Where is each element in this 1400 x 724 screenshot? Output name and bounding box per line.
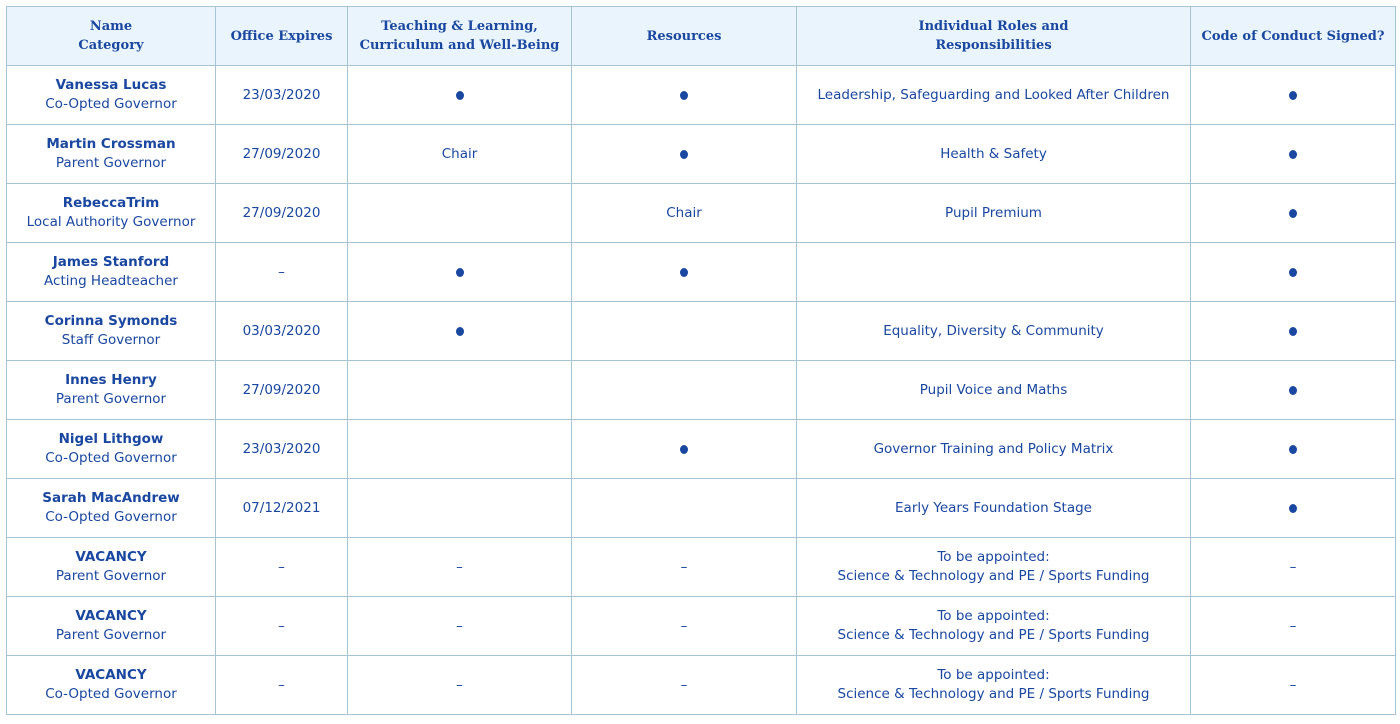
bullet-dot-icon <box>680 91 688 100</box>
office-expires-cell-text: – <box>278 617 285 634</box>
governors-table <box>6 6 1396 715</box>
header-code-of-conduct: Code of Conduct Signed? <box>1191 7 1396 66</box>
governor-category: Local Authority Governor <box>26 214 196 230</box>
code-of-conduct-cell <box>1191 243 1396 302</box>
resources-cell <box>572 302 797 361</box>
roles-text-line2: Science & Technology and PE / Sports Funding <box>837 627 1150 643</box>
bullet-dot-icon <box>1289 209 1297 218</box>
table-row <box>7 597 1396 656</box>
name-cell <box>7 597 216 656</box>
governor-name: Vanessa Lucas <box>55 77 167 93</box>
office-expires-cell-text: – <box>278 558 285 575</box>
teaching-cell-text: Chair <box>441 145 478 162</box>
governor-category: Co-Opted Governor <box>45 509 177 525</box>
table-row <box>7 243 1396 302</box>
code-of-conduct-cell <box>1191 656 1396 715</box>
governor-name: Martin Crossman <box>46 136 176 152</box>
bullet-dot-icon <box>1289 268 1297 277</box>
roles-text: Pupil Premium <box>945 204 1042 221</box>
table-row <box>7 302 1396 361</box>
header-name: Name <box>89 19 133 34</box>
resources-cell-text: – <box>680 558 688 575</box>
office-expires-cell <box>216 420 348 479</box>
office-expires-cell-text: 27/09/2020 <box>242 204 321 221</box>
name-cell <box>7 361 216 420</box>
name-cell <box>7 243 216 302</box>
code-of-conduct-cell <box>1191 361 1396 420</box>
table-row <box>7 656 1396 715</box>
bullet-dot-icon <box>1289 445 1297 454</box>
resources-cell <box>572 66 797 125</box>
resources-cell-text: – <box>680 617 688 634</box>
teaching-cell <box>348 302 572 361</box>
name-cell <box>7 656 216 715</box>
teaching-cell <box>348 184 572 243</box>
resources-cell <box>572 597 797 656</box>
office-expires-cell-text: 03/03/2020 <box>242 322 321 339</box>
roles-text: Leadership, Safeguarding and Looked After Children <box>817 86 1170 103</box>
teaching-cell <box>348 597 572 656</box>
bullet-dot-icon <box>1289 150 1297 159</box>
bullet-dot-icon <box>456 91 464 100</box>
bullet-dot-icon <box>1289 386 1297 395</box>
roles-cell <box>797 361 1191 420</box>
governor-category: Parent Governor <box>55 391 167 407</box>
code-of-conduct-cell <box>1191 420 1396 479</box>
governor-name: Nigel Lithgow <box>58 431 164 447</box>
header-category: Category <box>78 38 144 53</box>
roles-text: Governor Training and Policy Matrix <box>873 440 1114 457</box>
bullet-dot-icon <box>456 268 464 277</box>
governor-category: Co-Opted Governor <box>45 96 177 112</box>
name-cell <box>7 184 216 243</box>
header-roles-line2: Responsibilities <box>935 38 1052 53</box>
table-row <box>7 361 1396 420</box>
office-expires-cell-text: – <box>278 263 285 280</box>
governor-name: Corinna Symonds <box>44 313 178 329</box>
roles-cell <box>797 243 1191 302</box>
bullet-dot-icon <box>1289 327 1297 336</box>
governor-category: Co-Opted Governor <box>45 450 177 466</box>
teaching-cell <box>348 125 572 184</box>
table-row <box>7 479 1396 538</box>
office-expires-cell <box>216 302 348 361</box>
table-row <box>7 125 1396 184</box>
teaching-cell <box>348 361 572 420</box>
office-expires-cell-text: 27/09/2020 <box>242 145 321 162</box>
office-expires-cell <box>216 479 348 538</box>
teaching-cell <box>348 479 572 538</box>
teaching-cell-text: – <box>456 617 463 634</box>
office-expires-cell <box>216 243 348 302</box>
resources-cell <box>572 479 797 538</box>
roles-text: Equality, Diversity & Community <box>883 322 1104 339</box>
teaching-cell-text: – <box>456 676 463 693</box>
governor-category: Parent Governor <box>55 627 167 643</box>
teaching-cell-text: – <box>456 558 463 575</box>
header-teaching-line1: Teaching & Learning, <box>381 19 538 34</box>
roles-text: To be appointed: <box>937 667 1050 683</box>
name-cell <box>7 125 216 184</box>
governor-category: Co-Opted Governor <box>45 686 177 702</box>
code-of-conduct-cell-text: – <box>1289 676 1297 693</box>
office-expires-cell <box>216 125 348 184</box>
header-office-expires: Office Expires <box>216 7 348 66</box>
resources-cell <box>572 125 797 184</box>
resources-cell-text: – <box>680 676 688 693</box>
governor-category: Acting Headteacher <box>44 273 178 289</box>
bullet-dot-icon <box>680 150 688 159</box>
bullet-dot-icon <box>1289 91 1297 100</box>
roles-cell <box>797 66 1191 125</box>
governor-category: Parent Governor <box>55 155 167 171</box>
roles-text: To be appointed: <box>937 549 1050 565</box>
resources-cell <box>572 243 797 302</box>
office-expires-cell <box>216 184 348 243</box>
roles-text-line2: Science & Technology and PE / Sports Funding <box>837 686 1150 702</box>
roles-cell <box>797 479 1191 538</box>
table-row <box>7 538 1396 597</box>
resources-cell <box>572 184 797 243</box>
header-resources: Resources <box>572 7 797 66</box>
table-row <box>7 66 1396 125</box>
header-roles <box>797 7 1191 66</box>
roles-cell <box>797 597 1191 656</box>
header-teaching-learning <box>348 7 572 66</box>
teaching-cell <box>348 538 572 597</box>
header-name-category <box>7 7 216 66</box>
governor-category: Parent Governor <box>55 568 167 584</box>
bullet-dot-icon <box>1289 504 1297 513</box>
office-expires-cell-text: – <box>278 676 285 693</box>
header-roles-line1: Individual Roles and <box>918 19 1069 34</box>
table-body <box>7 66 1396 715</box>
roles-cell <box>797 420 1191 479</box>
code-of-conduct-cell <box>1191 302 1396 361</box>
governor-name: VACANCY <box>75 608 147 624</box>
code-of-conduct-cell <box>1191 184 1396 243</box>
teaching-cell <box>348 66 572 125</box>
office-expires-cell-text: 07/12/2021 <box>242 499 321 516</box>
office-expires-cell <box>216 656 348 715</box>
roles-cell <box>797 184 1191 243</box>
teaching-cell <box>348 243 572 302</box>
governor-name: VACANCY <box>75 549 147 565</box>
office-expires-cell <box>216 361 348 420</box>
name-cell <box>7 66 216 125</box>
governor-name: Sarah MacAndrew <box>42 490 180 506</box>
header-teaching-line2: Curriculum and Well-Being <box>359 38 560 53</box>
code-of-conduct-cell <box>1191 66 1396 125</box>
office-expires-cell <box>216 66 348 125</box>
code-of-conduct-cell <box>1191 597 1396 656</box>
name-cell <box>7 302 216 361</box>
name-cell <box>7 538 216 597</box>
bullet-dot-icon <box>456 327 464 336</box>
teaching-cell <box>348 420 572 479</box>
roles-cell <box>797 302 1191 361</box>
roles-cell <box>797 538 1191 597</box>
code-of-conduct-cell <box>1191 479 1396 538</box>
office-expires-cell-text: 23/03/2020 <box>242 440 321 457</box>
code-of-conduct-cell <box>1191 125 1396 184</box>
table-row <box>7 420 1396 479</box>
governor-category: Staff Governor <box>61 332 161 348</box>
governor-name: Innes Henry <box>65 372 157 388</box>
governor-name: VACANCY <box>75 667 147 683</box>
roles-cell <box>797 656 1191 715</box>
governor-name: RebeccaTrim <box>62 195 160 211</box>
resources-cell <box>572 538 797 597</box>
bullet-dot-icon <box>680 268 688 277</box>
roles-text-line2: Science & Technology and PE / Sports Funding <box>837 568 1150 584</box>
table-row <box>7 184 1396 243</box>
name-cell <box>7 479 216 538</box>
roles-cell <box>797 125 1191 184</box>
table-header-row <box>7 7 1396 66</box>
office-expires-cell-text: 27/09/2020 <box>242 381 321 398</box>
roles-text: Pupil Voice and Maths <box>919 381 1068 398</box>
resources-cell-text: Chair <box>666 204 702 221</box>
resources-cell <box>572 361 797 420</box>
resources-cell <box>572 420 797 479</box>
roles-text: Early Years Foundation Stage <box>895 499 1092 516</box>
roles-text: Health & Safety <box>940 145 1047 162</box>
office-expires-cell <box>216 597 348 656</box>
teaching-cell <box>348 656 572 715</box>
name-cell <box>7 420 216 479</box>
office-expires-cell-text: 23/03/2020 <box>242 86 321 103</box>
code-of-conduct-cell-text: – <box>1289 558 1297 575</box>
governor-name: James Stanford <box>52 254 170 270</box>
resources-cell <box>572 656 797 715</box>
code-of-conduct-cell-text: – <box>1289 617 1297 634</box>
governors-table-wrapper <box>6 6 1396 715</box>
office-expires-cell <box>216 538 348 597</box>
roles-text: To be appointed: <box>937 608 1050 624</box>
code-of-conduct-cell <box>1191 538 1396 597</box>
bullet-dot-icon <box>680 445 688 454</box>
